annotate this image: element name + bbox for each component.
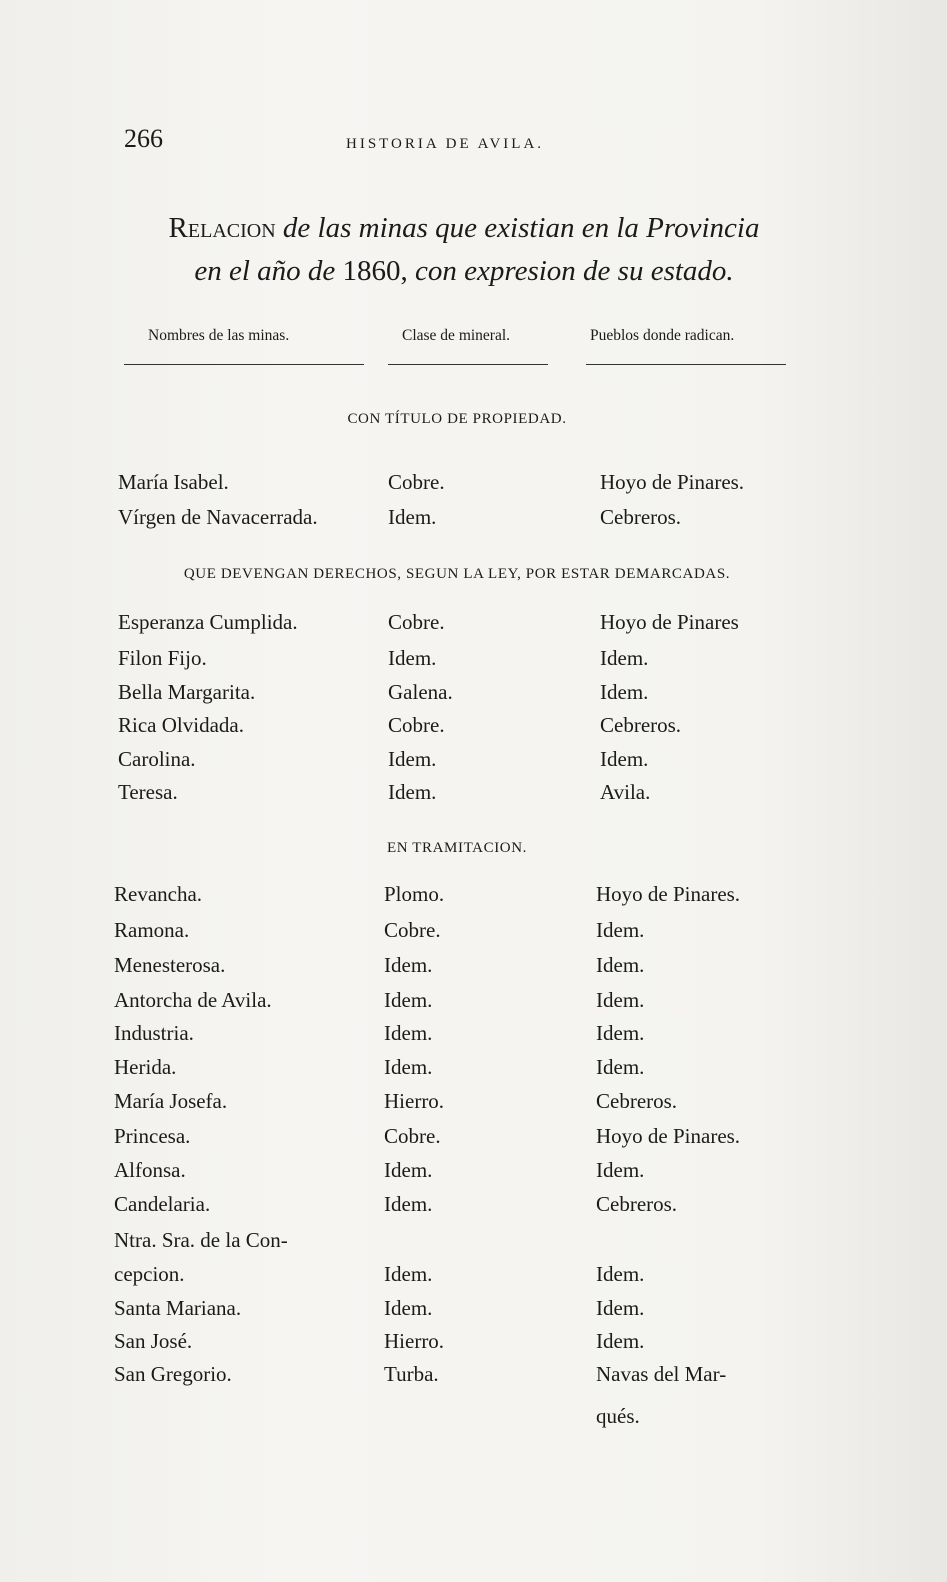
cell-town: Idem. bbox=[596, 1021, 645, 1045]
cell-town: qués. bbox=[596, 1404, 640, 1428]
cell-name: Carolina. bbox=[118, 747, 196, 771]
cell-name: Antorcha de Avila. bbox=[114, 988, 272, 1012]
cell-mineral: Idem. bbox=[384, 1055, 433, 1079]
cell-name: Vírgen de Navacerrada. bbox=[118, 505, 318, 529]
cell-town: Hoyo de Pinares. bbox=[600, 470, 745, 494]
cell-mineral: Cobre. bbox=[388, 470, 445, 494]
cell-mineral: Cobre. bbox=[384, 918, 441, 942]
title-line2-b: con expresion de su estado. bbox=[415, 255, 734, 287]
cell-name: Herida. bbox=[114, 1055, 177, 1079]
cell-town: Cebreros. bbox=[600, 505, 682, 529]
cell-mineral: Idem. bbox=[388, 780, 437, 804]
cell-name: Revancha. bbox=[114, 882, 203, 906]
cell-town: Idem. bbox=[596, 918, 645, 942]
cell-name: Menesterosa. bbox=[114, 953, 226, 977]
cell-name: San Gregorio. bbox=[114, 1362, 232, 1386]
cell-mineral: Idem. bbox=[384, 953, 433, 977]
cell-town: Idem. bbox=[596, 1055, 645, 1079]
section-heading: CON TÍTULO DE PROPIEDAD. bbox=[347, 411, 567, 427]
cell-mineral: Galena. bbox=[388, 680, 453, 704]
cell-town: Idem. bbox=[600, 680, 649, 704]
cell-town: Idem. bbox=[596, 953, 645, 977]
rule-name bbox=[124, 364, 364, 365]
cell-mineral: Idem. bbox=[384, 988, 433, 1012]
cell-town: Idem. bbox=[596, 1296, 645, 1320]
cell-name: cepcion. bbox=[114, 1262, 185, 1286]
cell-mineral: Cobre. bbox=[388, 713, 445, 737]
title-lead: Relacion bbox=[168, 212, 276, 244]
cell-mineral: Idem. bbox=[384, 1192, 433, 1216]
column-header-mineral: Clase de mineral. bbox=[402, 327, 511, 344]
title-line1-rest: de las minas que existian en la Provincia bbox=[282, 212, 760, 244]
cell-name: San José. bbox=[114, 1329, 193, 1353]
column-header-town: Pueblos donde radican. bbox=[590, 327, 735, 344]
running-title: HISTORIA DE AVILA. bbox=[346, 136, 545, 152]
cell-mineral: Idem. bbox=[388, 646, 437, 670]
cell-mineral: Plomo. bbox=[384, 882, 445, 906]
cell-name: Rica Olvidada. bbox=[118, 713, 244, 737]
title-line-2 bbox=[124, 250, 804, 293]
cell-name: Ntra. Sra. de la Con- bbox=[114, 1228, 288, 1252]
cell-town: Idem. bbox=[596, 1329, 645, 1353]
cell-town: Idem. bbox=[600, 747, 649, 771]
cell-mineral: Idem. bbox=[388, 747, 437, 771]
cell-name: Industria. bbox=[114, 1021, 194, 1045]
page-number: 266 bbox=[124, 124, 163, 153]
rule-town bbox=[586, 364, 786, 365]
cell-town: Idem. bbox=[600, 646, 649, 670]
cell-mineral: Idem. bbox=[384, 1296, 433, 1320]
cell-name: Bella Margarita. bbox=[118, 680, 256, 704]
section-heading: EN TRAMITACION. bbox=[386, 840, 527, 856]
cell-mineral: Idem. bbox=[388, 505, 437, 529]
cell-town: Idem. bbox=[596, 1262, 645, 1286]
cell-mineral: Idem. bbox=[384, 1021, 433, 1045]
section-heading: QUE DEVENGAN DERECHOS, SEGUN LA LEY, POR ESTAR DEMARCADAS. bbox=[183, 566, 731, 582]
cell-town: Idem. bbox=[596, 988, 645, 1012]
cell-mineral: Hierro. bbox=[384, 1089, 445, 1113]
cell-town: Hoyo de Pinares. bbox=[596, 1124, 741, 1148]
cell-mineral: Idem. bbox=[384, 1262, 433, 1286]
cell-name: María Josefa. bbox=[114, 1089, 228, 1113]
cell-name: Ramona. bbox=[114, 918, 190, 942]
cell-name: María Isabel. bbox=[118, 470, 229, 494]
title-line-1 bbox=[124, 207, 804, 250]
cell-name: Santa Mariana. bbox=[114, 1296, 242, 1320]
cell-town: Hoyo de Pinares bbox=[600, 610, 739, 634]
cell-mineral: Cobre. bbox=[384, 1124, 441, 1148]
cell-name: Esperanza Cumplida. bbox=[118, 610, 298, 634]
page-title bbox=[124, 207, 804, 293]
column-header-name: Nombres de las minas. bbox=[148, 327, 290, 344]
cell-town: Cebreros. bbox=[600, 713, 682, 737]
cell-town: Cebreros. bbox=[596, 1089, 678, 1113]
page-header bbox=[124, 124, 784, 160]
title-line2-a: en el año de bbox=[194, 255, 336, 287]
cell-mineral: Turba. bbox=[384, 1362, 439, 1386]
rule-mineral bbox=[388, 364, 548, 365]
cell-mineral: Hierro. bbox=[384, 1329, 445, 1353]
cell-name: Teresa. bbox=[118, 780, 178, 804]
cell-town: Cebreros. bbox=[596, 1192, 678, 1216]
cell-mineral: Idem. bbox=[384, 1158, 433, 1182]
cell-name: Princesa. bbox=[114, 1124, 191, 1148]
cell-name: Alfonsa. bbox=[114, 1158, 186, 1182]
cell-name: Candelaria. bbox=[114, 1192, 211, 1216]
column-headers bbox=[124, 327, 790, 349]
cell-town: Avila. bbox=[600, 780, 651, 804]
title-year: 1860, bbox=[342, 255, 408, 287]
cell-town: Hoyo de Pinares. bbox=[596, 882, 741, 906]
cell-town: Idem. bbox=[596, 1158, 645, 1182]
cell-town: Navas del Mar- bbox=[596, 1362, 727, 1386]
cell-mineral: Cobre. bbox=[388, 610, 445, 634]
cell-name: Filon Fijo. bbox=[118, 646, 207, 670]
